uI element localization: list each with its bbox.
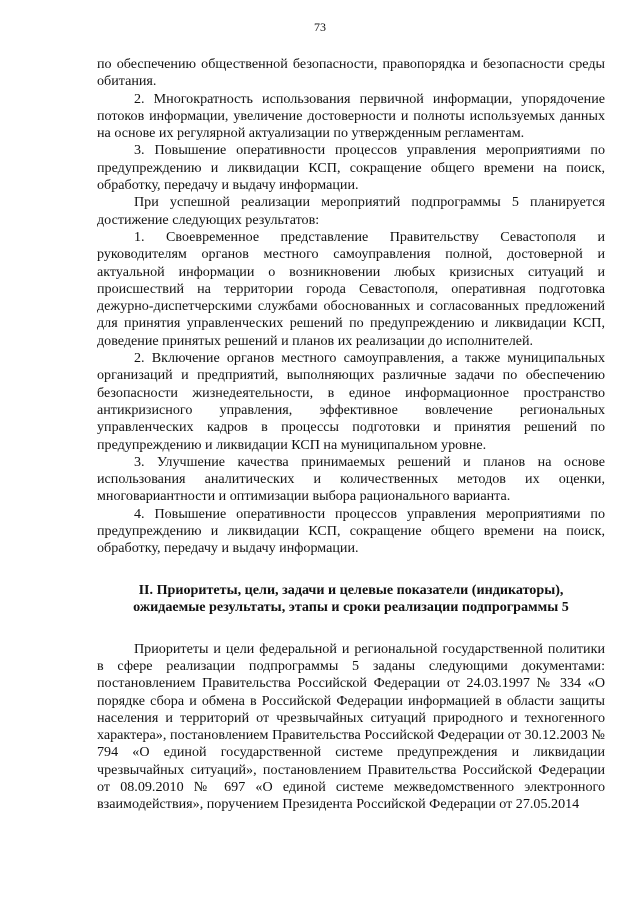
paragraph-result-2: 2. Включение органов местного самоуправления, а также муниципальных организаций и предприятий, выполняющих различные задачи по обеспечению безопасности жизнедеятельности, в единое информационное пространство антикризисного управления, эффективное вовлечение региональных управленческих кадров в процессы подготовки и принятия решений по предупреждению и ликвидации КСП на муниципальном уровне. bbox=[97, 350, 605, 453]
paragraph-result-4: 4. Повышение оперативности процессов управления мероприятиями по предупреждению и ликвидации КСП, сокращение общего времени на поиск, обработку, передачу и выдачу информации. bbox=[97, 505, 605, 557]
page-number: 73 bbox=[314, 20, 326, 34]
paragraph-results-intro: При успешной реализации мероприятий подпрограммы 5 планируется достижение следующих результатов: bbox=[97, 194, 605, 228]
section-heading-line-2: ожидаемые результаты, этапы и сроки реализации подпрограммы 5 bbox=[133, 599, 569, 616]
paragraph-continuation: по обеспечению общественной безопасности, правопорядка и безопасности среды обитания. bbox=[97, 56, 605, 90]
paragraph-result-1: 1. Своевременное представление Правительству Севастополя и руководителям органов местного самоуправления полной, достоверной и актуальной информации о возникновении любых кризисных ситуаций и происшествий на территории города Севастополя, оперативная подготовка дежурно-диспетчерскими службами обоснованных и согласованных предложений для принятия управленческих решений по предупреждению и ликвидации КСП, доведение принятых решений и планов их реализации до исполнителей. bbox=[97, 228, 605, 349]
section-heading-line-1: II. Приоритеты, цели, задачи и целевые показатели (индикаторы), bbox=[138, 581, 564, 598]
paragraph-item-2: 2. Многократность использования первичной информации, упорядочение потоков информации, увеличение достоверности и полноты используемых данных на основе их регулярной актуализации по утвержденным регламентам. bbox=[97, 90, 605, 142]
document-body bbox=[97, 56, 605, 814]
paragraph-item-3: 3. Повышение оперативности процессов управления мероприятиями по предупреждению и ликвидации КСП, сокращение общего времени на поиск, обработку, передачу и выдачу информации. bbox=[97, 142, 605, 194]
section-heading bbox=[97, 582, 605, 617]
paragraph-priorities: Приоритеты и цели федеральной и региональной государственной политики в сфере реализации подпрограммы 5 заданы следующими документами: постановлением Правительства Российской Федерации от 24.03.1997 № 334 «О порядке сбора и обмена в Российской Федерации информацией в области защиты населения и территорий от чрезвычайных ситуаций природного и техногенного характера», постановлением Правительства Российской Федерации от 30.12.2003 № 794 «О единой государственной системе предупреждения и ликвидации чрезвычайных ситуаций», постановлением Правительства Российской Федерации от 08.09.2010 № 697 «О единой системе межведомственного электронного взаимодействия», поручением Президента Российской Федерации от 27.05.2014 bbox=[97, 640, 605, 813]
paragraph-result-3: 3. Улучшение качества принимаемых решений и планов на основе использования аналитических и количественных методов их оценки, многовариантности и оптимизации выбора рационального варианта. bbox=[97, 453, 605, 505]
